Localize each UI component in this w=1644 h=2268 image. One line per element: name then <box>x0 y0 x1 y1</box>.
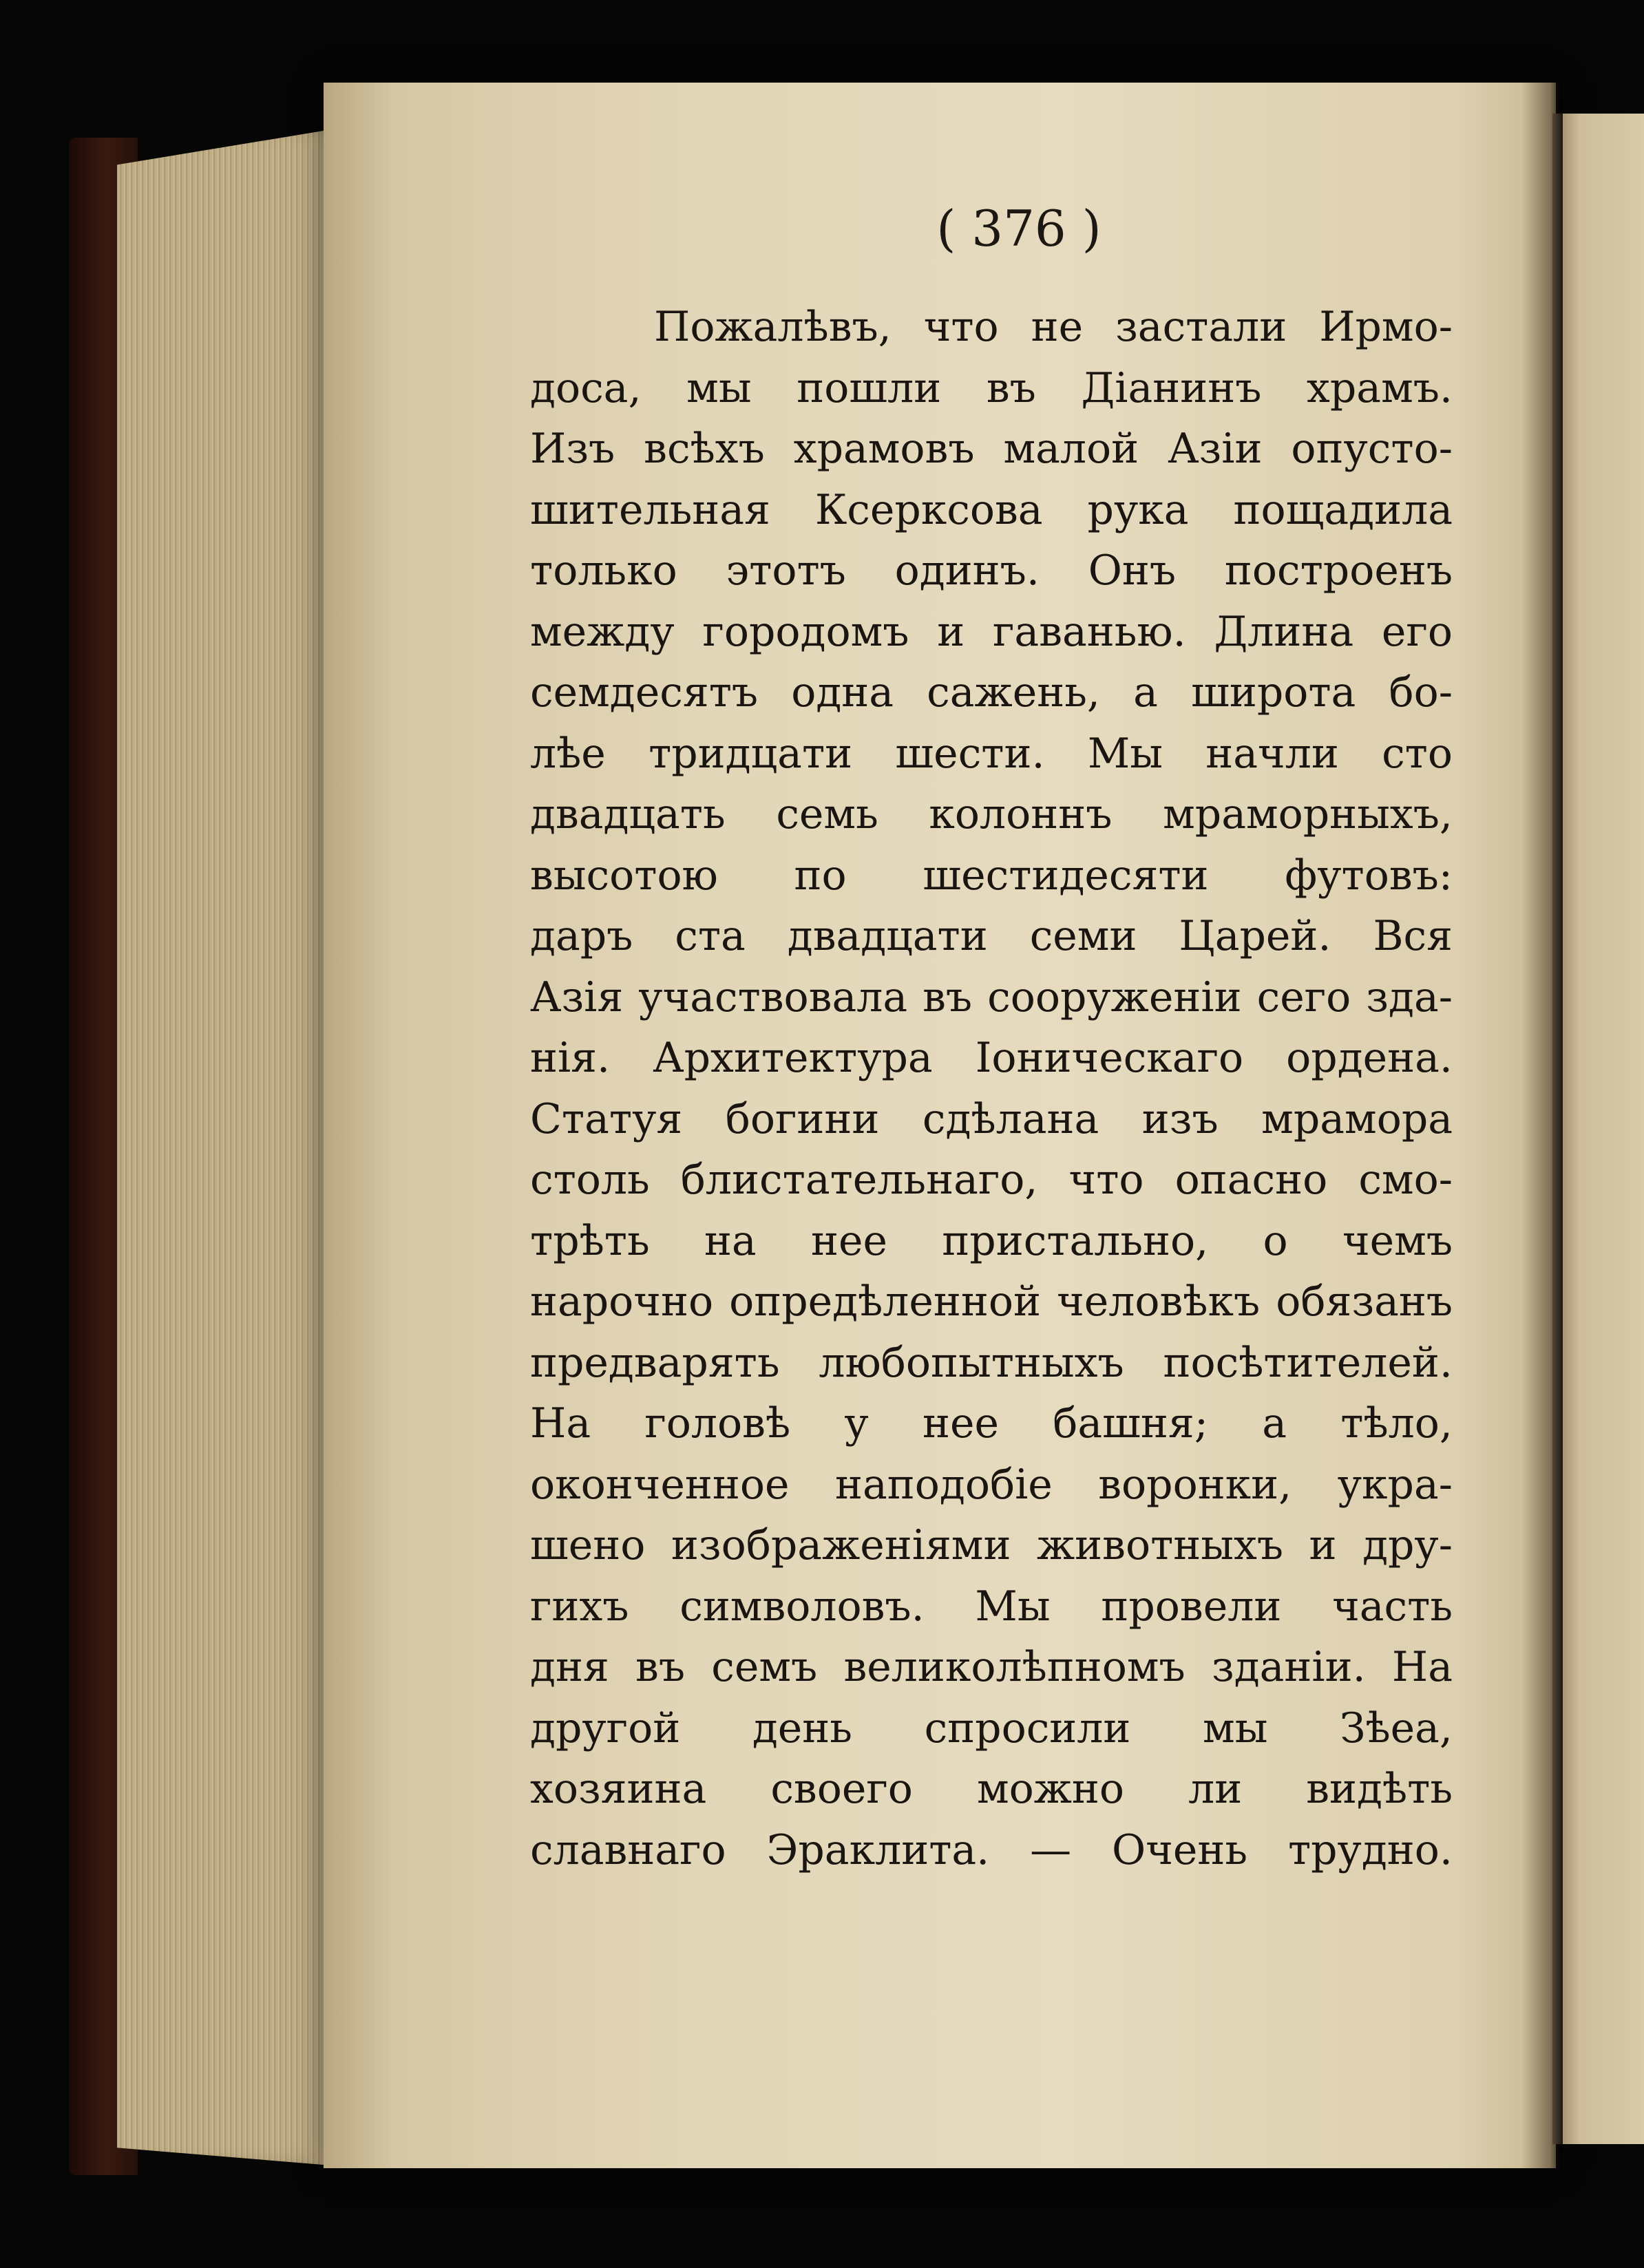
page-number: ( 376 ) <box>936 200 1102 257</box>
text-line: Статуя богини сдѣлана изъ мрамора <box>530 1098 1453 1143</box>
text-line: двадцать семь колоннъ мраморныхъ, <box>530 794 1453 838</box>
text-line: гихъ символовъ. Мы провели часть <box>530 1585 1453 1631</box>
text-line: На головѣ у нее башня; а тѣло, <box>530 1403 1453 1448</box>
text-line: столь блистательнаго, что опасно смо- <box>530 1159 1453 1204</box>
text-line: нарочно опредѣленной человѣкъ обязанъ <box>530 1281 1453 1326</box>
text-line: другой день спросили мы Зѣеа, <box>530 1707 1453 1752</box>
text-line: лѣе тридцати шести. Мы начли сто <box>530 732 1453 778</box>
facing-page <box>1552 114 1644 2144</box>
text-line: славнаго Эраклита. — Очень трудно. <box>530 1829 1453 1874</box>
text-line: даръ ста двадцати семи Царей. Вся <box>530 915 1453 960</box>
text-line: трѣть на нее пристально, о чемъ <box>530 1220 1453 1265</box>
text-line: Изъ всѣхъ храмовъ малой Азіи опусто- <box>530 428 1453 473</box>
text-line: Пожалѣвъ, что не застали Ирмо- <box>654 306 1453 351</box>
text-line: предварять любопытныхъ посѣтителей. <box>530 1342 1453 1387</box>
text-line: только этотъ одинъ. Онъ построенъ <box>530 550 1453 595</box>
text-line: нія. Архитектура Іоническаго ордена. <box>530 1037 1453 1082</box>
text-line: Азія участвовала въ сооруженіи сего зда- <box>530 976 1453 1021</box>
page-gutter <box>1521 83 1563 2168</box>
text-line: хозяина своего можно ли видѣть <box>530 1768 1453 1813</box>
text-line: высотою по шестидесяти футовъ: <box>530 854 1453 900</box>
text-line: между городомъ и гаванью. Длина его <box>530 611 1453 656</box>
body-text <box>530 306 1453 1890</box>
text-line: шительная Ксерксова рука пощадила <box>530 489 1453 534</box>
text-line: оконченное наподобіе воронки, укра- <box>530 1463 1453 1509</box>
text-line: семдесятъ одна сажень, а широта бо- <box>530 672 1453 717</box>
text-line: доса, мы пошли въ Діанинъ храмъ. <box>530 367 1453 412</box>
text-line: дня въ семъ великолѣпномъ зданіи. На <box>530 1646 1453 1691</box>
text-line: шено изображеніями животныхъ и дру- <box>530 1525 1453 1569</box>
